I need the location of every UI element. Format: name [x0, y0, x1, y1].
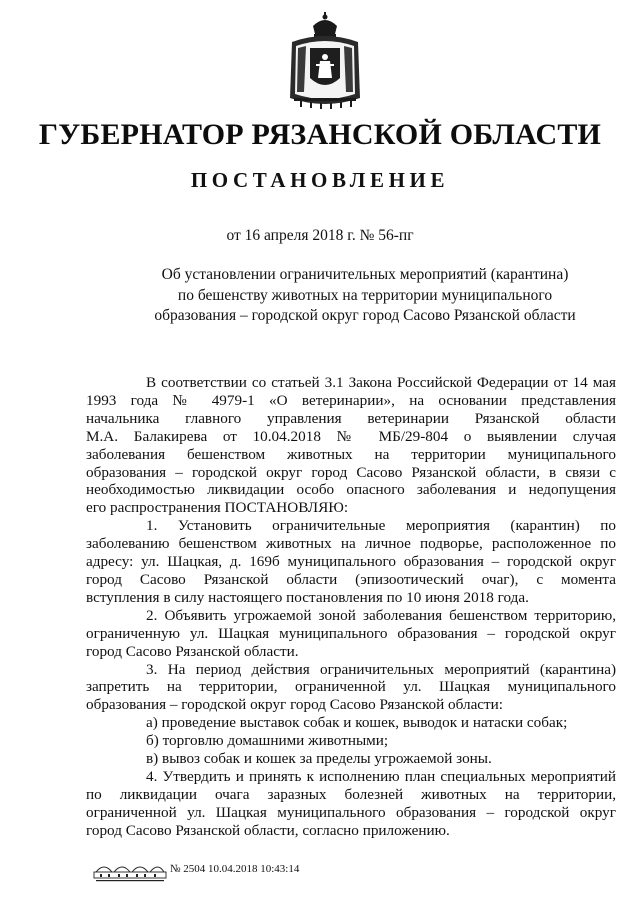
subject-line: Об установлении ограничительных мероприятий (карантина) — [161, 266, 569, 283]
body-line: ограниченной ул. Шацкая муниципального образования – городской округ — [86, 803, 616, 821]
subject-line: образования – городской округ город Сасово Рязанской области — [154, 307, 576, 324]
body-line: образования – городской округ город Сасово Рязанской области: — [86, 696, 504, 714]
document-type: ПОСТАНОВЛЕНИЕ — [190, 168, 450, 192]
issuing-authority: ГУБЕРНАТОР РЯЗАНСКОЙ ОБЛАСТИ — [38, 118, 602, 151]
document-body — [86, 374, 616, 840]
body-line: а) проведение выставок собак и кошек, выводок и натаски собак; — [146, 714, 568, 732]
body-line: ограниченную ул. Шацкая муниципального образования – городской округ — [86, 624, 616, 642]
document-subject — [130, 265, 600, 327]
body-line: 4. Утвердить и принять к исполнению план специальных мероприятий — [146, 767, 616, 785]
body-line: город Сасово Рязанской области (эпизоотический очаг), с момента — [86, 570, 616, 588]
body-line: М.А. Балакирева от 10.04.2018 № МБ/29-804 о выявлении случая — [86, 427, 616, 445]
registration-stamp-icon — [92, 858, 168, 884]
body-line: заболеванию бешенством животных на личное подворье, расположенное по — [86, 535, 616, 553]
body-line: необходимостью ликвидации особо опасного заболевания и недопущения — [86, 481, 616, 499]
coat-of-arms-emblem — [286, 12, 364, 112]
body-line: запретить на территории, ограниченной ул. Шацкая муниципального — [86, 678, 616, 696]
document-date-number: от 16 апреля 2018 г. № 56-пг — [226, 227, 414, 244]
body-line: 2. Объявить угрожаемой зоной заболевания бешенством территорию, — [146, 606, 616, 624]
body-line: начальника главного управления ветеринарии Рязанской области — [86, 409, 616, 427]
body-line: образования – городской округ город Сасово Рязанской области, в связи с — [86, 463, 616, 481]
body-line: вступления в силу настоящего постановления по 10 июня 2018 года. — [86, 588, 529, 606]
registration-number: № 2504 10.04.2018 10:43:14 — [170, 863, 300, 875]
body-line: В соответствии со статьей 3.1 Закона Российской Федерации от 14 мая — [146, 374, 616, 391]
body-line: в) вывоз собак и кошек за пределы угрожаемой зоны. — [146, 750, 492, 768]
body-line: город Сасово Рязанской области, согласно приложению. — [86, 821, 450, 839]
body-line: по ликвидации очага заразных болезней животных на территории, — [86, 785, 616, 803]
body-line: 1. Установить ограничительные мероприятия (карантин) по — [146, 517, 616, 535]
body-line: 1993 года № 4979-1 «О ветеринарии», на основании представления — [86, 391, 616, 409]
body-line: город Сасово Рязанской области. — [86, 642, 299, 660]
body-line: б) торговлю домашними животными; — [146, 732, 389, 750]
body-line: 3. На период действия ограничительных мероприятий (карантина) — [146, 660, 616, 678]
body-line: заболевания бешенством животных на территории муниципального — [86, 445, 616, 463]
body-line: адресу: ул. Шацкая, д. 169б муниципального образования – городской округ — [86, 553, 616, 571]
body-line: его распространения ПОСТАНОВЛЯЮ: — [86, 499, 349, 517]
subject-line: по бешенству животных на территории муниципального — [177, 286, 553, 304]
